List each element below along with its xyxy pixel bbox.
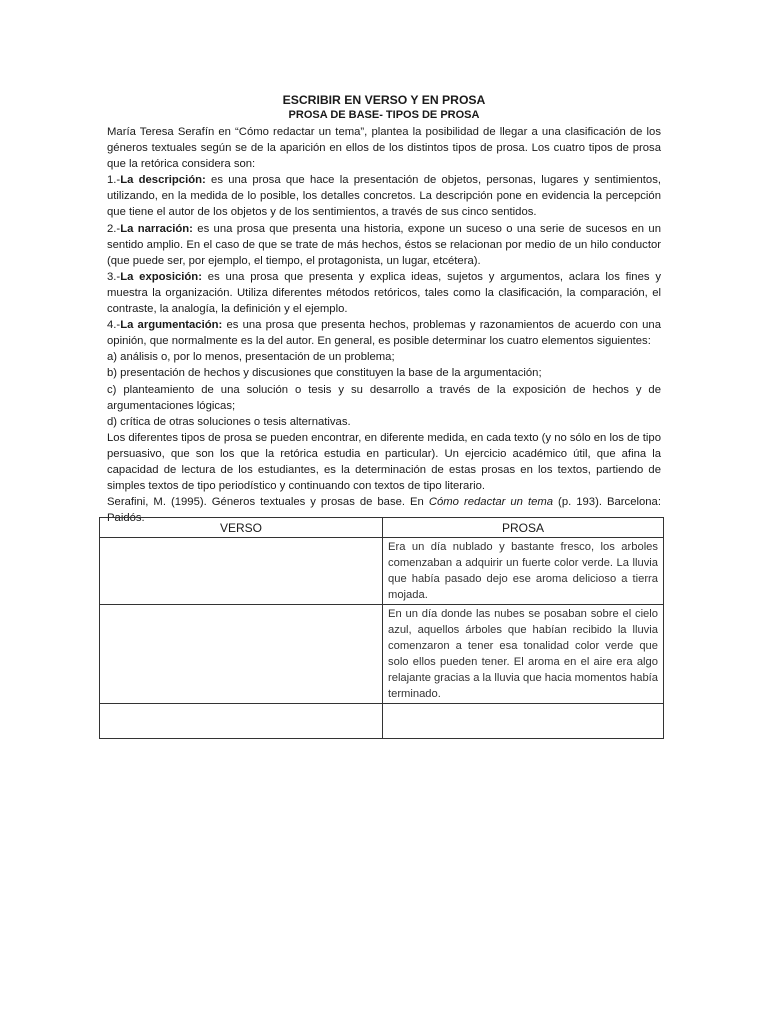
- item-number: 4.-: [107, 319, 121, 332]
- closing-paragraph: Los diferentes tipos de prosa se pueden encontrar, en diferente medida, en cada texto (y no sólo en los de tipo persuasivo, que son los que la retórica estudia en particular). Un ejercicio académico útil, que afina la capacidad de lectura de los estudiantes, es la determinación de estas prosas en los textos, partiendo de simples textos de tipo periodístico y continuando con textos de tipo literario.: [107, 431, 661, 493]
- item-number: 1.-: [107, 174, 121, 187]
- verse-prose-table-container: [99, 517, 663, 739]
- item-term: La descripción:: [120, 174, 206, 187]
- prosa-cell[interactable]: En un día donde las nubes se posaban sobre el cielo azul, aquellos árboles que habían recibido la lluvia comenzaron a tener esa tonalidad color verde que solo ellos pueden tener. El aroma en el aire era algo relajante gracias a la lluvia que hacia momentos había terminado.: [383, 605, 664, 704]
- column-header-verso: VERSO: [100, 518, 383, 538]
- argument-subitem: a) análisis o, por lo menos, presentación de un problema;: [107, 351, 395, 364]
- argument-subitem: c) planteamiento de una solución o tesis y su desarrollo a través de la exposición de hechos y de argumentaciones lógicas;: [107, 383, 661, 412]
- item-term: La argumentación:: [120, 319, 223, 332]
- item-text: es una prosa que hace la presentación de objetos, personas, lugares y sentimientos, utilizando, en la medida de lo posible, los detalles concretos. La descripción pone en evidencia la percepción que tiene el autor de los objetos y de los sentimientos, a través de sus cinco sentidos.: [107, 174, 661, 219]
- prose-type-item: [107, 269, 661, 317]
- table-row: [100, 704, 664, 739]
- item-text: es una prosa que presenta una historia, expone un suceso o una serie de sucesos en un sentido amplio. En el caso de que se trate de más hechos, éstos se relacionan por medio de un hilo conductor (que puede ser, por ejemplo, el tiempo, el protagonista, un lugar, etcétera).: [107, 222, 661, 267]
- citation-text: (p. 193). Barcelona: Paidós.: [107, 496, 661, 525]
- citation-text: Serafini, M. (1995). Géneros textuales y prosas de base. En: [107, 496, 429, 509]
- citation-book-title: Cómo redactar un tema: [428, 496, 554, 509]
- item-number: 2.-: [107, 222, 121, 235]
- column-header-prosa: PROSA: [383, 518, 664, 538]
- verso-cell[interactable]: [100, 605, 383, 704]
- intro-paragraph: María Teresa Serafín en “Cómo redactar un tema”, plantea la posibilidad de llegar a una clasificación de los géneros textuales según se de la aparición en ellos de los distintos tipos de prosa. Los cuatro tipos de prosa que la retórica considera son:: [107, 126, 661, 171]
- document-title: ESCRIBIR EN VERSO Y EN PROSA: [282, 93, 486, 107]
- verso-cell[interactable]: [100, 704, 383, 739]
- prosa-cell[interactable]: Era un día nublado y bastante fresco, los arboles comenzaban a adquirir un fuerte color verde. La lluvia que había pasado dejo ese aroma delicioso a tierra mojada.: [383, 538, 664, 605]
- item-number: 3.-: [107, 270, 121, 283]
- table-row: [100, 538, 664, 605]
- prosa-cell[interactable]: [383, 704, 664, 739]
- item-text: es una prosa que presenta hechos, problemas y razonamientos de acuerdo con una opinión, que normalmente es la del autor. En general, es posible determinar los cuatro elementos siguientes:: [107, 319, 661, 348]
- document-subtitle: PROSA DE BASE- TIPOS DE PROSA: [288, 109, 480, 121]
- table-row: [100, 605, 664, 704]
- prose-type-item: [107, 172, 661, 220]
- item-term: La narración:: [120, 222, 193, 235]
- prose-type-item: [107, 317, 661, 349]
- argument-subitem: b) presentación de hechos y discusiones que constituyen la base de la argumentación;: [107, 367, 542, 380]
- document-body: [107, 93, 661, 526]
- verse-prose-table: [99, 517, 664, 739]
- table-header-row: [100, 518, 664, 538]
- prose-type-item: [107, 221, 661, 269]
- item-text: es una prosa que presenta y explica ideas, sujetos y argumentos, aclara los fines y muestra la organización. Utiliza diferentes métodos retóricos, tales como la clasificación, la comparación, el contraste, la analogía, la definición y el ejemplo.: [107, 270, 661, 316]
- argument-subitem: d) crítica de otras soluciones o tesis alternativas.: [107, 415, 351, 428]
- verso-cell[interactable]: [100, 538, 383, 605]
- item-term: La exposición:: [120, 270, 202, 283]
